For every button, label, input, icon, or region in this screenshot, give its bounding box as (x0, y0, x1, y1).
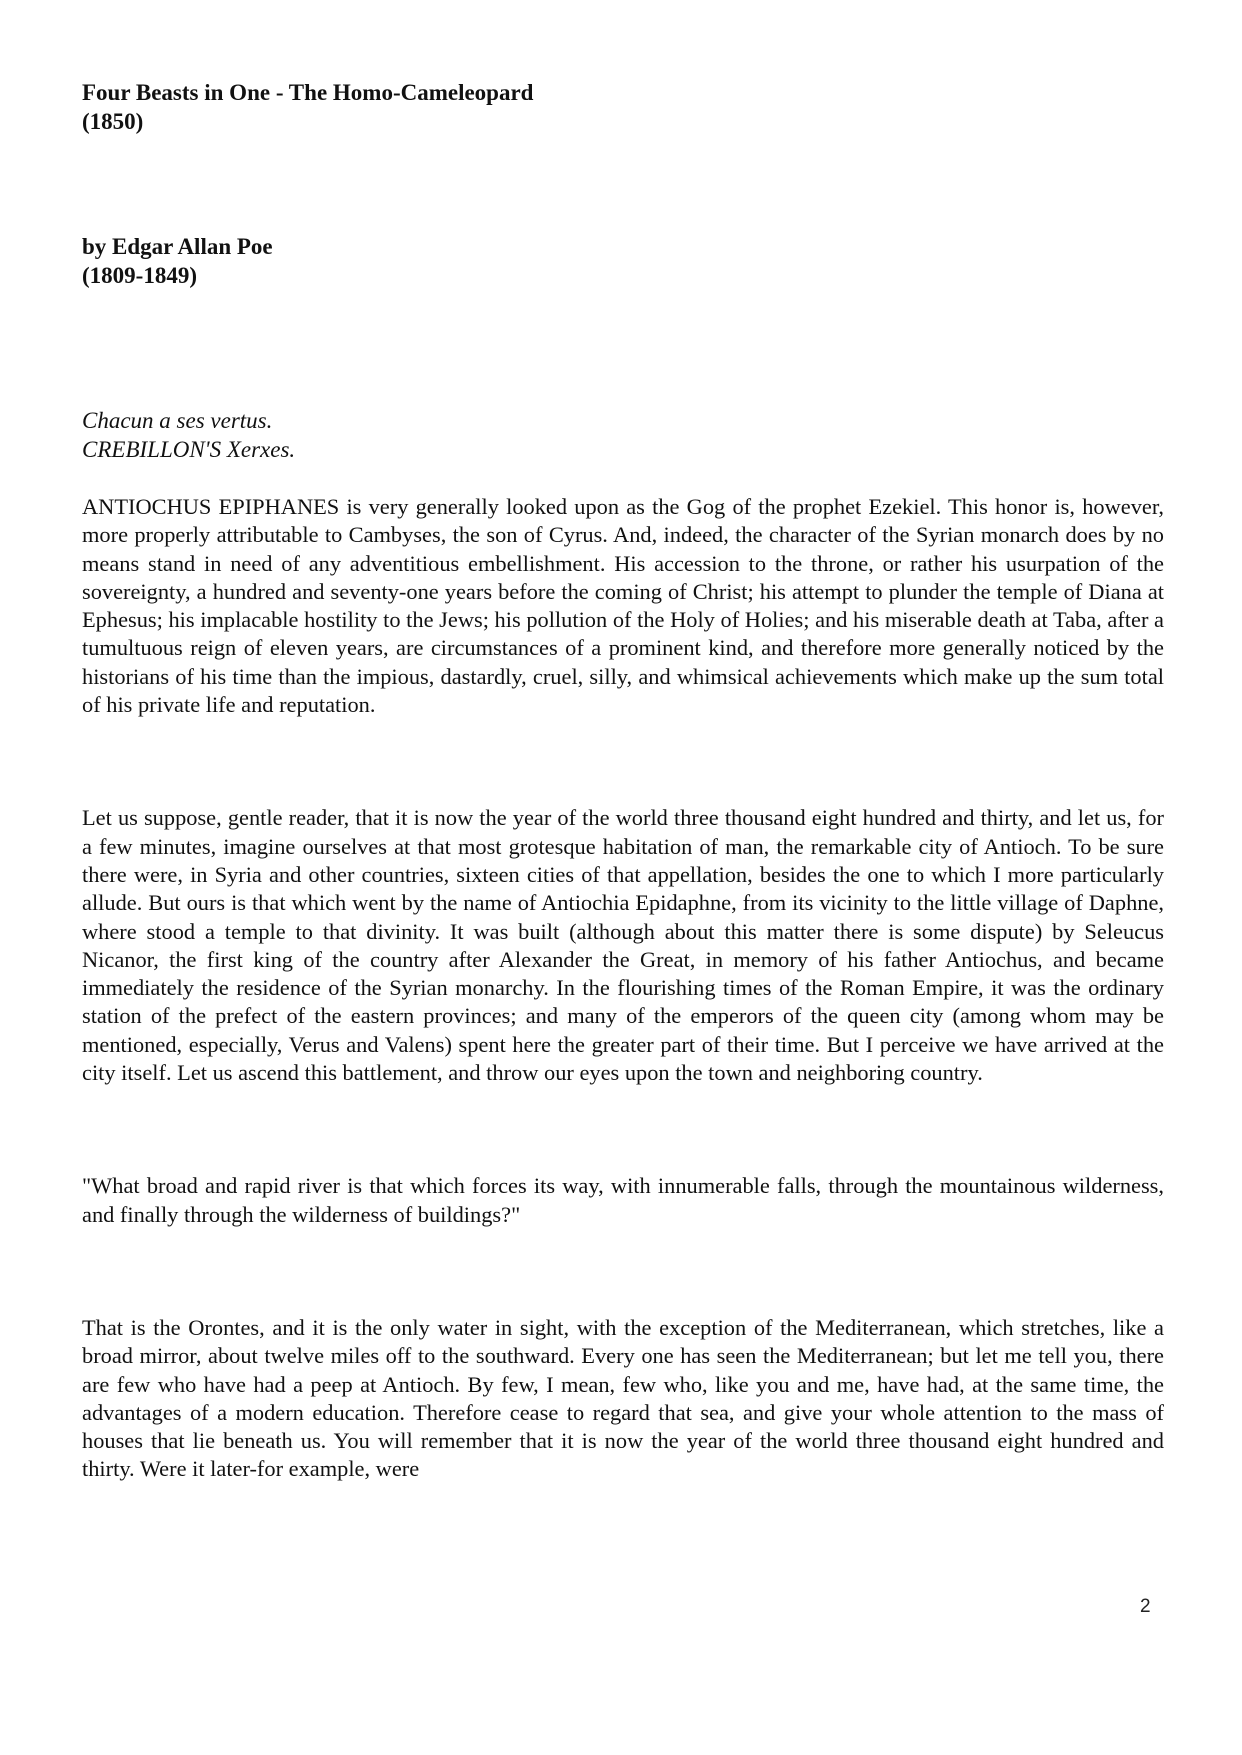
author-block (82, 232, 1164, 290)
epigraph-source: CREBILLON'S Xerxes. (82, 437, 296, 462)
document-title (82, 78, 1164, 136)
author-name: by Edgar Allan Poe (82, 234, 273, 259)
title-line: Four Beasts in One - The Homo-Cameleopard (82, 80, 534, 105)
epigraph (82, 406, 1164, 464)
paragraph: That is the Orontes, and it is the only water in sight, with the exception of the Mediterranean, which stretches, like a broad mirror, about twelve miles off to the southward. Every one has seen the Mediterranean; but let me tell you, there are few who have had a peep at Antioch. By few, I mean, few who, like you and me, have had, at the same time, the advantages of a modern education. Therefore cease to regard that sea, and give your whole attention to the mass of houses that lie beneath us. You will remember that it is now the year of the world three thousand eight hundred and thirty. Were it later-for example, were (82, 1314, 1164, 1482)
title-year: (1850) (82, 109, 144, 134)
paragraph: Let us suppose, gentle reader, that it is now the year of the world three thousand eight hundred and thirty, and let us, for a few minutes, imagine ourselves at that most grotesque habitation of man, the remarkable city of Antioch. To be sure there were, in Syria and other countries, sixteen cities of that appellation, besides the one to which I more particularly allude. But ours is that which went by the name of Antiochia Epidaphne, from its vicinity to the little village of Daphne, where stood a temple to that divinity. It was built (although about this matter there is some dispute) by Seleucus Nicanor, the first king of the country after Alexander the Great, in memory of his father Antiochus, and became immediately the residence of the Syrian monarchy. In the flourishing times of the Roman Empire, it was the ordinary station of the prefect of the eastern provinces; and many of the emperors of the queen city (among whom may be mentioned, especially, Verus and Valens) spent here the greater part of their time. But I perceive we have arrived at the city itself. Let us ascend this battlement, and throw our eyes upon the town and neighboring country. (82, 805, 1164, 1086)
epigraph-quote: Chacun a ses vertus. (82, 408, 273, 433)
author-dates: (1809-1849) (82, 263, 197, 288)
document-page (82, 78, 1164, 1484)
paragraph: "What broad and rapid river is that which forces its way, with innumerable falls, through the mountainous wilderness, and finally through the wilderness of buildings?" (82, 1173, 1164, 1227)
paragraph: ANTIOCHUS EPIPHANES is very generally looked upon as the Gog of the prophet Ezekiel. This honor is, however, more properly attributable to Cambyses, the son of Cyrus. And, indeed, the character of the Syrian monarch does by no means stand in need of any adventitious embellishment. His accession to the throne, or rather his usurpation of the sovereignty, a hundred and seventy-one years before the coming of Christ; his attempt to plunder the temple of Diana at Ephesus; his implacable hostility to the Jews; his pollution of the Holy of Holies; and his miserable death at Taba, after a tumultuous reign of eleven years, are circumstances of a prominent kind, and therefore more generally noticed by the historians of his time than the impious, dastardly, cruel, silly, and whimsical achievements which make up the sum total of his private life and reputation. (82, 494, 1164, 718)
page-number: 2 (1140, 1596, 1151, 1617)
